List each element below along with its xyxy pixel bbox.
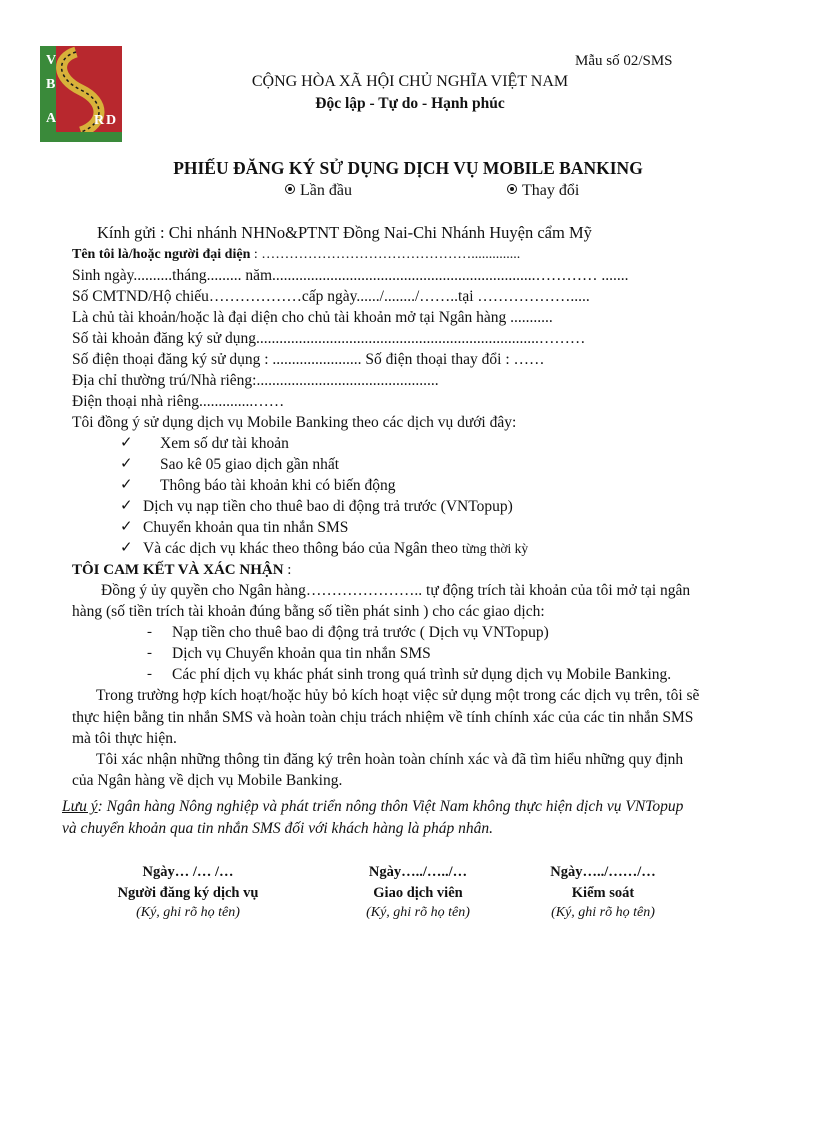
agree-text: Tôi đồng ý sử dụng dịch vụ Mobile Banking theo các dịch vụ dưới đây: [72, 414, 517, 431]
service-item: Sao kê 05 giao dịch gần nhất [160, 456, 340, 473]
signature-date[interactable]: Ngày…../…../… [368, 864, 468, 880]
residence-field[interactable]: Địa chỉ thường trú/Nhà riêng:............................................... [72, 372, 439, 389]
signature-instruction: (Ký, ghi rõ họ tên) [366, 905, 470, 920]
name-label: Tên tôi là/hoặc người đại diện [72, 247, 251, 262]
signature-block-supervisor [503, 864, 703, 921]
signature-role: Giao dịch viên [373, 885, 463, 901]
commit-heading-text: TÔI CAM KẾT VÀ XÁC NHẬN [72, 562, 284, 578]
commit-p1-line2: hàng (số tiền trích tài khoản đúng bằng số tiền phát sinh ) cho các giao dịch: [72, 603, 545, 620]
commit-p3-line2: của Ngân hàng về dịch vụ Mobile Banking. [72, 772, 343, 789]
dash-bullet: - [147, 624, 152, 640]
form-number: Mẫu số 02/SMS [575, 53, 673, 69]
radio-icon[interactable] [285, 184, 295, 194]
name-blank: : ……………………………………….............. [250, 247, 521, 262]
logo-letter-r: R [94, 113, 105, 128]
dob-field[interactable]: Sinh ngày..........tháng......... năm....................................................................………… ....... [72, 267, 629, 284]
commit-p1-line1: Đồng ý ủy quyền cho Ngân hàng………………….. tự động trích tài khoản của tôi mở tại ngân [101, 582, 691, 599]
logo-letter-v: V [46, 53, 57, 68]
commit-heading [72, 562, 291, 579]
service-item-tail: từng thời kỳ [461, 541, 529, 556]
signature-role: Kiểm soát [571, 885, 635, 901]
id-field[interactable]: Số CMTND/Hộ chiếu………………cấp ngày....../......../……..tại ………………..... [72, 288, 590, 305]
signature-instruction: (Ký, ghi rõ họ tên) [136, 905, 240, 920]
check-icon: ✓ [120, 456, 133, 472]
signature-block-teller [318, 864, 518, 921]
commit-item: Dịch vụ Chuyển khoản qua tin nhắn SMS [172, 645, 431, 662]
signature-instruction: (Ký, ghi rõ họ tên) [551, 905, 655, 920]
logo-letter-d: D [106, 113, 117, 128]
service-item-text: Và các dịch vụ khác theo thông báo của Ngân theo [143, 540, 462, 557]
dash-bullet: - [147, 645, 152, 661]
signature-date[interactable]: Ngày… /… /… [142, 864, 234, 880]
home-phone-field[interactable]: Điện thoại nhà riêng..............…… [72, 393, 285, 410]
note-line2: và chuyển khoản qua tin nhắn SMS đối với khách hàng là pháp nhân. [62, 820, 494, 837]
check-icon: ✓ [120, 519, 133, 535]
commit-item: Các phí dịch vụ khác phát sinh trong quá trình sử dụng dịch vụ Mobile Banking. [172, 666, 672, 683]
signature-block-customer [88, 864, 288, 921]
note-text: : Ngân hàng Nông nghiệp và phát triển nông thôn Việt Nam không thực hiện dịch vụ VNTopup [97, 798, 684, 815]
note-line1 [62, 798, 683, 816]
vbard-logo [26, 38, 136, 150]
form-title: PHIẾU ĐĂNG KÝ SỬ DỤNG DỊCH VỤ MOBILE BANKING [173, 158, 643, 178]
service-item: Thông báo tài khoản khi có biến động [160, 477, 396, 494]
commit-p2-line2: thực hiện bằng tin nhắn SMS và hoàn toàn chịu trách nhiệm về tính chính xác của các tin nhắn SMS [72, 709, 694, 726]
service-item: Chuyển khoản qua tin nhắn SMS [143, 519, 349, 536]
signature-role: Người đăng ký dịch vụ [117, 885, 259, 901]
nation-name: CỘNG HÒA XÃ HỘI CHỦ NGHĨA VIỆT NAM [251, 73, 569, 90]
option-change-label: Thay đổi [522, 182, 580, 199]
dash-bullet: - [147, 666, 152, 682]
service-item: Dịch vụ nạp tiền cho thuê bao di động trả trước (VNTopup) [143, 498, 513, 515]
logo-letter-b: B [46, 77, 56, 92]
account-field[interactable]: Số tài khoản đăng ký sử dụng.........................................................................……… [72, 330, 586, 347]
logo-letter-a: A [46, 111, 57, 126]
name-field[interactable] [72, 247, 520, 263]
commit-p3-line1: Tôi xác nhận những thông tin đăng ký trên hoàn toàn chính xác và đã tìm hiểu những quy định [96, 751, 684, 768]
check-icon: ✓ [120, 435, 133, 451]
service-item [143, 540, 528, 558]
commit-p2-line1: Trong trường hợp kích hoạt/hoặc hủy bỏ kích hoạt việc sử dụng một trong các dịch vụ trên, tôi sẽ [96, 687, 700, 704]
option-first-time-label: Lần đầu [300, 182, 352, 199]
national-motto: Độc lập - Tự do - Hạnh phúc [315, 95, 505, 112]
commit-heading-colon: : [283, 562, 292, 578]
option-first-time[interactable] [285, 182, 352, 200]
addressee: Kính gửi : Chi nhánh NHNo&PTNT Đồng Nai-Chi Nhánh Huyện cẩm Mỹ [97, 223, 592, 242]
check-icon: ✓ [120, 498, 133, 514]
owner-field[interactable]: Là chủ tài khoản/hoặc là đại diện cho chủ tài khoản mở tại Ngân hàng ........... [72, 309, 553, 326]
radio-icon[interactable] [507, 184, 517, 194]
note-label: Lưu ý [62, 798, 98, 815]
service-item: Xem số dư tài khoản [160, 435, 289, 452]
phone-field[interactable]: Số điện thoại đăng ký sử dụng : ....................... Số điện thoại thay đổi : …… [72, 351, 545, 368]
commit-item: Nạp tiền cho thuê bao di động trả trước ( Dịch vụ VNTopup) [172, 624, 549, 641]
signature-date[interactable]: Ngày…../……/… [550, 864, 656, 880]
check-icon: ✓ [120, 477, 133, 493]
commit-p2-line3: mà tôi thực hiện. [72, 730, 177, 747]
check-icon: ✓ [120, 540, 133, 556]
option-change[interactable] [507, 182, 579, 200]
